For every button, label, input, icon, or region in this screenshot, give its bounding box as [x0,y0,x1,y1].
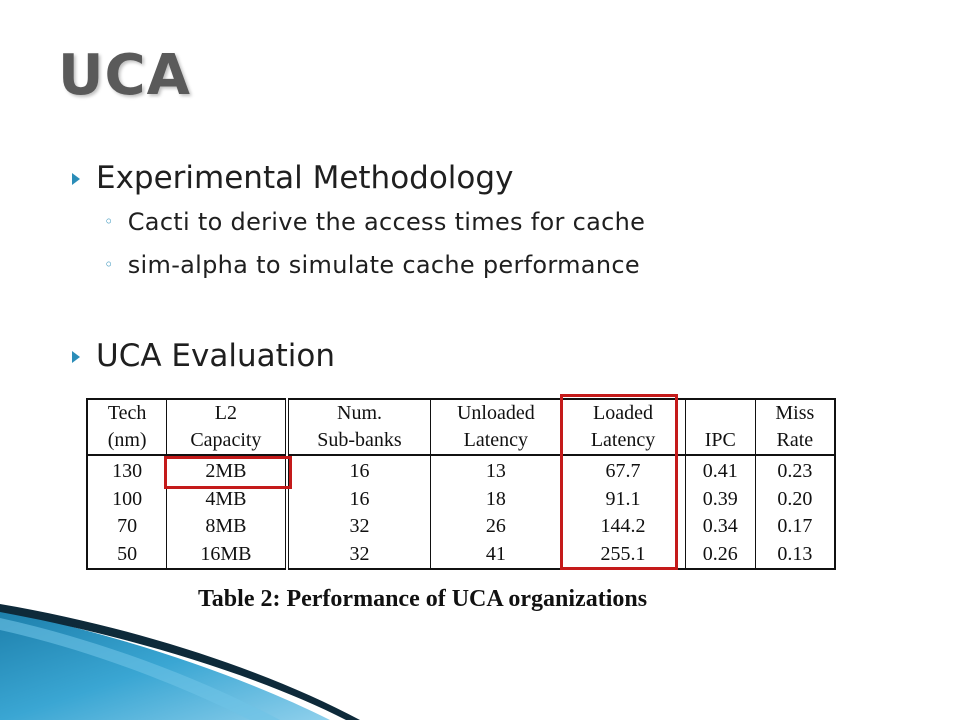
cell-sub-banks: 32 [287,540,431,569]
header-nm: (nm) [87,427,167,455]
header-rate: Rate [755,427,835,455]
header-sub-banks: Sub-banks [287,427,431,455]
bullet-uca-evaluation [72,338,335,374]
cell-loaded: 91.1 [561,486,686,513]
header-miss: Miss [775,402,815,424]
uca-performance-table [86,398,836,570]
cell-tech: 130 [87,455,167,486]
header-capacity: Capacity [167,427,287,455]
sub-bullet-cacti [104,208,645,236]
header-ipc: IPC [685,427,755,455]
header-unloaded: Unloaded [431,399,561,427]
table-caption: Table 2: Performance of UCA organizations [198,586,648,612]
slide-title: UCA [58,43,191,108]
table-row [87,455,835,486]
table-row [87,486,835,513]
cell-tech: 50 [87,540,167,569]
cell-unloaded: 18 [431,486,561,513]
circle-bullet-icon: ◦ [104,212,114,231]
cell-loaded: 144.2 [561,513,686,540]
cell-miss-rate: 0.20 [777,487,813,510]
cell-loaded: 67.7 [561,455,686,486]
cell-capacity: 2MB [167,455,287,486]
cell-unloaded: 26 [431,513,561,540]
header-unloaded-latency: Latency [431,427,561,455]
cell-sub-banks: 32 [287,513,431,540]
header-l2: L2 [167,399,287,427]
cell-capacity: 16MB [167,540,287,569]
table-row [87,513,835,540]
header-tech: Tech [87,399,167,427]
cell-loaded: 255.1 [561,540,686,569]
bullet-experimental-methodology [72,160,513,196]
cell-unloaded: 13 [431,455,561,486]
cell-miss-rate: 0.13 [777,542,813,565]
triangle-bullet-icon [72,351,80,363]
header-loaded: Loaded [561,399,686,427]
header-num: Num. [287,399,431,427]
cell-tech: 100 [87,486,167,513]
bullet-text: UCA Evaluation [96,338,335,374]
performance-table [86,398,836,570]
sub-bullet-sim-alpha [104,251,640,279]
cell-capacity: 8MB [167,513,287,540]
cell-ipc: 0.26 [685,540,755,569]
triangle-bullet-icon [72,173,80,185]
cell-sub-banks: 16 [287,455,431,486]
cell-tech: 70 [87,513,167,540]
cell-ipc: 0.34 [685,513,755,540]
sub-bullet-text: sim-alpha to simulate cache performance [127,251,640,279]
cell-sub-banks: 16 [287,486,431,513]
cell-ipc: 0.39 [685,486,755,513]
cell-miss-rate: 0.17 [777,515,813,538]
decorative-swoosh [0,590,420,720]
sub-bullet-text: Cacti to derive the access times for cache [127,208,646,236]
bullet-text: Experimental Methodology [96,160,514,196]
cell-unloaded: 41 [431,540,561,569]
header-loaded-latency: Latency [561,427,686,455]
header-ipc-top [685,399,755,427]
cell-miss-rate: 0.23 [777,460,813,483]
cell-ipc: 0.41 [685,455,755,486]
cell-capacity: 4MB [167,486,287,513]
circle-bullet-icon: ◦ [104,255,114,274]
table-row [87,540,835,569]
